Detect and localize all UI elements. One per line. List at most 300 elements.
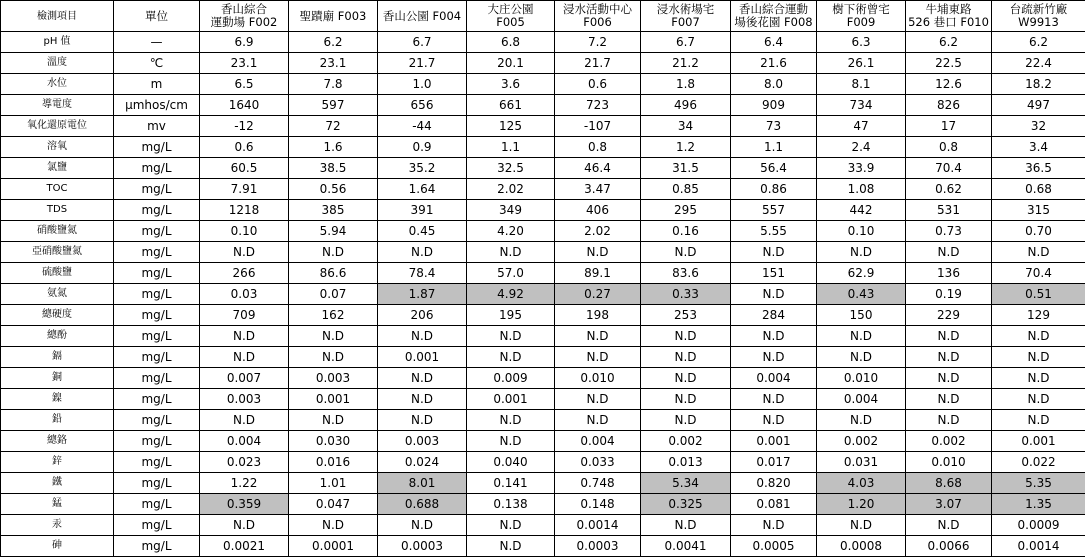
- row-unit: mg/L: [114, 158, 200, 179]
- row-item-label: 氧化還原電位: [1, 116, 114, 137]
- value-cell: 22.5: [906, 53, 992, 74]
- value-cell: 0.6: [200, 137, 289, 158]
- value-cell: N.D: [378, 410, 467, 431]
- value-cell: 3.6: [467, 74, 555, 95]
- row-unit: ℃: [114, 53, 200, 74]
- header-station: 樹下術曾宅 F009: [817, 1, 906, 32]
- value-cell: N.D: [467, 431, 555, 452]
- value-cell: 0.031: [817, 452, 906, 473]
- value-cell: 35.2: [378, 158, 467, 179]
- header-station: 牛埔東路 526 巷口 F010: [906, 1, 992, 32]
- row-unit: mg/L: [114, 515, 200, 536]
- row-unit: mg/L: [114, 536, 200, 557]
- value-cell: 46.4: [555, 158, 641, 179]
- value-cell: 0.68: [992, 179, 1085, 200]
- value-cell: 0.0009: [992, 515, 1085, 536]
- value-cell: 0.19: [906, 284, 992, 305]
- value-cell: 31.5: [641, 158, 731, 179]
- value-cell: 253: [641, 305, 731, 326]
- table-row: [1, 347, 1085, 368]
- value-cell: 32: [992, 116, 1085, 137]
- value-cell: 4.20: [467, 221, 555, 242]
- value-cell: 4.92: [467, 284, 555, 305]
- table-row: [1, 74, 1085, 95]
- value-cell: 0.0003: [378, 536, 467, 557]
- value-cell: N.D: [641, 410, 731, 431]
- value-cell: 0.6: [555, 74, 641, 95]
- value-cell: 0.001: [467, 389, 555, 410]
- value-cell: 20.1: [467, 53, 555, 74]
- value-cell: 57.0: [467, 263, 555, 284]
- value-cell: 496: [641, 95, 731, 116]
- value-cell: 8.1: [817, 74, 906, 95]
- value-cell: N.D: [555, 347, 641, 368]
- value-cell: 7.91: [200, 179, 289, 200]
- header-station: 香山綜合 運動場 F002: [200, 1, 289, 32]
- value-cell: N.D: [906, 410, 992, 431]
- value-cell: 0.85: [641, 179, 731, 200]
- value-cell: 497: [992, 95, 1085, 116]
- value-cell: -44: [378, 116, 467, 137]
- value-cell: N.D: [992, 410, 1085, 431]
- value-cell: N.D: [817, 515, 906, 536]
- table-row: [1, 452, 1085, 473]
- value-cell: N.D: [555, 410, 641, 431]
- value-cell: 661: [467, 95, 555, 116]
- row-item-label: 導電度: [1, 95, 114, 116]
- value-cell: 21.6: [731, 53, 817, 74]
- value-cell: 8.68: [906, 473, 992, 494]
- value-cell: N.D: [817, 242, 906, 263]
- value-cell: N.D: [467, 242, 555, 263]
- value-cell: N.D: [817, 347, 906, 368]
- value-cell: 531: [906, 200, 992, 221]
- value-cell: 3.47: [555, 179, 641, 200]
- value-cell: 266: [200, 263, 289, 284]
- table-row: [1, 536, 1085, 557]
- value-cell: 0.001: [731, 431, 817, 452]
- row-unit: mg/L: [114, 473, 200, 494]
- value-cell: 89.1: [555, 263, 641, 284]
- value-cell: 8.01: [378, 473, 467, 494]
- table-row: [1, 263, 1085, 284]
- row-item-label: 氯鹽: [1, 158, 114, 179]
- value-cell: 1.01: [289, 473, 378, 494]
- table-row: [1, 515, 1085, 536]
- value-cell: 1.35: [992, 494, 1085, 515]
- value-cell: 4.03: [817, 473, 906, 494]
- value-cell: 38.5: [289, 158, 378, 179]
- value-cell: 0.0066: [906, 536, 992, 557]
- value-cell: 2.02: [467, 179, 555, 200]
- row-item-label: 總酚: [1, 326, 114, 347]
- value-cell: 70.4: [906, 158, 992, 179]
- value-cell: -12: [200, 116, 289, 137]
- value-cell: 406: [555, 200, 641, 221]
- value-cell: 3.4: [992, 137, 1085, 158]
- value-cell: 150: [817, 305, 906, 326]
- row-unit: mg/L: [114, 263, 200, 284]
- row-item-label: 鎳: [1, 389, 114, 410]
- value-cell: 0.0003: [555, 536, 641, 557]
- value-cell: N.D: [992, 347, 1085, 368]
- row-item-label: TDS: [1, 200, 114, 221]
- value-cell: 0.004: [731, 368, 817, 389]
- value-cell: 0.33: [641, 284, 731, 305]
- table-row: [1, 221, 1085, 242]
- value-cell: 32.5: [467, 158, 555, 179]
- row-unit: mv: [114, 116, 200, 137]
- table-row: [1, 410, 1085, 431]
- value-cell: 0.0014: [992, 536, 1085, 557]
- value-cell: 0.016: [289, 452, 378, 473]
- value-cell: 198: [555, 305, 641, 326]
- value-cell: 0.359: [200, 494, 289, 515]
- value-cell: 723: [555, 95, 641, 116]
- table-row: [1, 305, 1085, 326]
- value-cell: 21.7: [555, 53, 641, 74]
- value-cell: 195: [467, 305, 555, 326]
- value-cell: 6.4: [731, 32, 817, 53]
- value-cell: N.D: [906, 326, 992, 347]
- row-unit: mg/L: [114, 431, 200, 452]
- table-row: [1, 494, 1085, 515]
- value-cell: 12.6: [906, 74, 992, 95]
- value-cell: 129: [992, 305, 1085, 326]
- value-cell: 125: [467, 116, 555, 137]
- value-cell: 5.94: [289, 221, 378, 242]
- value-cell: N.D: [731, 410, 817, 431]
- value-cell: 0.001: [378, 347, 467, 368]
- value-cell: 1.08: [817, 179, 906, 200]
- value-cell: 1.64: [378, 179, 467, 200]
- value-cell: 0.07: [289, 284, 378, 305]
- value-cell: 7.2: [555, 32, 641, 53]
- table-row: [1, 95, 1085, 116]
- row-unit: μmhos/cm: [114, 95, 200, 116]
- value-cell: 0.002: [817, 431, 906, 452]
- value-cell: N.D: [992, 368, 1085, 389]
- value-cell: 78.4: [378, 263, 467, 284]
- row-item-label: 氨氮: [1, 284, 114, 305]
- value-cell: N.D: [731, 242, 817, 263]
- value-cell: 0.017: [731, 452, 817, 473]
- value-cell: 391: [378, 200, 467, 221]
- value-cell: 349: [467, 200, 555, 221]
- value-cell: 0.9: [378, 137, 467, 158]
- table-row: [1, 137, 1085, 158]
- row-unit: mg/L: [114, 494, 200, 515]
- row-unit: mg/L: [114, 179, 200, 200]
- value-cell: 0.688: [378, 494, 467, 515]
- value-cell: N.D: [289, 347, 378, 368]
- value-cell: N.D: [467, 347, 555, 368]
- value-cell: 0.56: [289, 179, 378, 200]
- value-cell: 0.0021: [200, 536, 289, 557]
- value-cell: 1.8: [641, 74, 731, 95]
- value-cell: 162: [289, 305, 378, 326]
- value-cell: 1218: [200, 200, 289, 221]
- value-cell: 0.820: [731, 473, 817, 494]
- value-cell: 0.62: [906, 179, 992, 200]
- value-cell: 0.43: [817, 284, 906, 305]
- table-row: [1, 32, 1085, 53]
- value-cell: 597: [289, 95, 378, 116]
- value-cell: 284: [731, 305, 817, 326]
- value-cell: N.D: [200, 242, 289, 263]
- value-cell: N.D: [641, 242, 731, 263]
- table-row: [1, 431, 1085, 452]
- value-cell: 0.007: [200, 368, 289, 389]
- value-cell: 0.002: [906, 431, 992, 452]
- value-cell: 0.023: [200, 452, 289, 473]
- value-cell: 6.9: [200, 32, 289, 53]
- row-item-label: 鋅: [1, 452, 114, 473]
- row-item-label: 溫度: [1, 53, 114, 74]
- value-cell: 0.033: [555, 452, 641, 473]
- value-cell: 1.20: [817, 494, 906, 515]
- value-cell: 826: [906, 95, 992, 116]
- value-cell: N.D: [906, 515, 992, 536]
- row-item-label: 水位: [1, 74, 114, 95]
- value-cell: 0.8: [906, 137, 992, 158]
- table-row: [1, 389, 1085, 410]
- table-row: [1, 116, 1085, 137]
- value-cell: 1.0: [378, 74, 467, 95]
- value-cell: 6.2: [906, 32, 992, 53]
- table-row: [1, 53, 1085, 74]
- value-cell: N.D: [378, 368, 467, 389]
- value-cell: N.D: [289, 515, 378, 536]
- header-item: 檢測項目: [1, 1, 114, 32]
- row-unit: mg/L: [114, 200, 200, 221]
- value-cell: 0.024: [378, 452, 467, 473]
- value-cell: 33.9: [817, 158, 906, 179]
- row-unit: mg/L: [114, 410, 200, 431]
- value-cell: N.D: [817, 410, 906, 431]
- value-cell: 86.6: [289, 263, 378, 284]
- value-cell: 315: [992, 200, 1085, 221]
- value-cell: N.D: [641, 389, 731, 410]
- value-cell: N.D: [731, 389, 817, 410]
- value-cell: 7.8: [289, 74, 378, 95]
- value-cell: N.D: [378, 242, 467, 263]
- value-cell: 3.07: [906, 494, 992, 515]
- row-unit: mg/L: [114, 368, 200, 389]
- value-cell: N.D: [467, 326, 555, 347]
- value-cell: 0.51: [992, 284, 1085, 305]
- row-unit: mg/L: [114, 284, 200, 305]
- value-cell: 6.3: [817, 32, 906, 53]
- table-row: [1, 158, 1085, 179]
- value-cell: 656: [378, 95, 467, 116]
- value-cell: 0.0005: [731, 536, 817, 557]
- row-item-label: 鎘: [1, 347, 114, 368]
- row-item-label: 亞硝酸鹽氮: [1, 242, 114, 263]
- value-cell: 295: [641, 200, 731, 221]
- value-cell: N.D: [378, 515, 467, 536]
- header-station: 香山公園 F004: [378, 1, 467, 32]
- value-cell: N.D: [906, 368, 992, 389]
- value-cell: 0.022: [992, 452, 1085, 473]
- value-cell: 0.70: [992, 221, 1085, 242]
- value-cell: 136: [906, 263, 992, 284]
- value-cell: N.D: [641, 326, 731, 347]
- value-cell: 0.003: [378, 431, 467, 452]
- row-item-label: 鉛: [1, 410, 114, 431]
- value-cell: 6.7: [378, 32, 467, 53]
- value-cell: 0.010: [817, 368, 906, 389]
- value-cell: -107: [555, 116, 641, 137]
- value-cell: 1.1: [731, 137, 817, 158]
- row-unit: —: [114, 32, 200, 53]
- value-cell: 734: [817, 95, 906, 116]
- header-station: 台疏新竹廠 W9913: [992, 1, 1085, 32]
- value-cell: 1.2: [641, 137, 731, 158]
- value-cell: N.D: [200, 410, 289, 431]
- value-cell: 709: [200, 305, 289, 326]
- row-unit: mg/L: [114, 389, 200, 410]
- value-cell: 442: [817, 200, 906, 221]
- value-cell: 0.0041: [641, 536, 731, 557]
- value-cell: 5.35: [992, 473, 1085, 494]
- value-cell: 23.1: [200, 53, 289, 74]
- value-cell: N.D: [731, 347, 817, 368]
- header-station: 大庄公園 F005: [467, 1, 555, 32]
- value-cell: 0.138: [467, 494, 555, 515]
- value-cell: 72: [289, 116, 378, 137]
- row-item-label: 總鉻: [1, 431, 114, 452]
- row-unit: mg/L: [114, 221, 200, 242]
- value-cell: N.D: [200, 347, 289, 368]
- value-cell: 206: [378, 305, 467, 326]
- value-cell: 6.2: [992, 32, 1085, 53]
- value-cell: N.D: [641, 368, 731, 389]
- value-cell: N.D: [555, 326, 641, 347]
- value-cell: 36.5: [992, 158, 1085, 179]
- row-unit: mg/L: [114, 305, 200, 326]
- value-cell: N.D: [467, 536, 555, 557]
- value-cell: N.D: [817, 326, 906, 347]
- value-cell: N.D: [289, 326, 378, 347]
- value-cell: N.D: [641, 515, 731, 536]
- value-cell: N.D: [992, 389, 1085, 410]
- row-item-label: 銅: [1, 368, 114, 389]
- value-cell: 8.0: [731, 74, 817, 95]
- row-item-label: 總硬度: [1, 305, 114, 326]
- value-cell: 0.748: [555, 473, 641, 494]
- value-cell: 21.2: [641, 53, 731, 74]
- value-cell: 0.009: [467, 368, 555, 389]
- value-cell: 18.2: [992, 74, 1085, 95]
- value-cell: 0.141: [467, 473, 555, 494]
- value-cell: 62.9: [817, 263, 906, 284]
- value-cell: 6.2: [289, 32, 378, 53]
- value-cell: 0.0001: [289, 536, 378, 557]
- value-cell: N.D: [467, 515, 555, 536]
- row-item-label: 砷: [1, 536, 114, 557]
- value-cell: 1.1: [467, 137, 555, 158]
- value-cell: N.D: [731, 326, 817, 347]
- value-cell: 909: [731, 95, 817, 116]
- value-cell: N.D: [289, 410, 378, 431]
- table-row: [1, 368, 1085, 389]
- value-cell: 83.6: [641, 263, 731, 284]
- row-unit: mg/L: [114, 242, 200, 263]
- table-row: [1, 473, 1085, 494]
- value-cell: N.D: [289, 242, 378, 263]
- value-cell: N.D: [992, 326, 1085, 347]
- header-station: 浸水術場宅 F007: [641, 1, 731, 32]
- value-cell: 5.55: [731, 221, 817, 242]
- value-cell: 70.4: [992, 263, 1085, 284]
- value-cell: 6.7: [641, 32, 731, 53]
- value-cell: 0.004: [200, 431, 289, 452]
- value-cell: 0.0008: [817, 536, 906, 557]
- value-cell: 229: [906, 305, 992, 326]
- value-cell: 0.86: [731, 179, 817, 200]
- value-cell: 0.001: [289, 389, 378, 410]
- row-unit: m: [114, 74, 200, 95]
- value-cell: 0.013: [641, 452, 731, 473]
- value-cell: 1.87: [378, 284, 467, 305]
- value-cell: 0.73: [906, 221, 992, 242]
- row-unit: mg/L: [114, 137, 200, 158]
- value-cell: 0.325: [641, 494, 731, 515]
- table-row: [1, 326, 1085, 347]
- value-cell: 6.8: [467, 32, 555, 53]
- value-cell: N.D: [641, 347, 731, 368]
- value-cell: N.D: [378, 326, 467, 347]
- table-row: [1, 242, 1085, 263]
- value-cell: N.D: [992, 242, 1085, 263]
- value-cell: 1.6: [289, 137, 378, 158]
- row-item-label: 溶氧: [1, 137, 114, 158]
- value-cell: 56.4: [731, 158, 817, 179]
- value-cell: 5.34: [641, 473, 731, 494]
- value-cell: 0.004: [817, 389, 906, 410]
- value-cell: 23.1: [289, 53, 378, 74]
- value-cell: 2.4: [817, 137, 906, 158]
- value-cell: 0.27: [555, 284, 641, 305]
- header-station: 香山綜合運動 場後花園 F008: [731, 1, 817, 32]
- value-cell: 0.003: [200, 389, 289, 410]
- row-unit: mg/L: [114, 326, 200, 347]
- row-item-label: 錳: [1, 494, 114, 515]
- value-cell: 22.4: [992, 53, 1085, 74]
- table-body: [1, 32, 1085, 557]
- header-station: 聖蹟廟 F003: [289, 1, 378, 32]
- value-cell: 47: [817, 116, 906, 137]
- value-cell: 0.001: [992, 431, 1085, 452]
- row-item-label: TOC: [1, 179, 114, 200]
- value-cell: 26.1: [817, 53, 906, 74]
- value-cell: 1640: [200, 95, 289, 116]
- value-cell: 2.02: [555, 221, 641, 242]
- value-cell: 0.030: [289, 431, 378, 452]
- value-cell: N.D: [378, 389, 467, 410]
- value-cell: 151: [731, 263, 817, 284]
- value-cell: N.D: [467, 410, 555, 431]
- value-cell: 0.010: [555, 368, 641, 389]
- value-cell: 0.004: [555, 431, 641, 452]
- header-row: [1, 1, 1085, 32]
- value-cell: 0.081: [731, 494, 817, 515]
- value-cell: 0.040: [467, 452, 555, 473]
- row-unit: mg/L: [114, 452, 200, 473]
- value-cell: 0.10: [817, 221, 906, 242]
- value-cell: 557: [731, 200, 817, 221]
